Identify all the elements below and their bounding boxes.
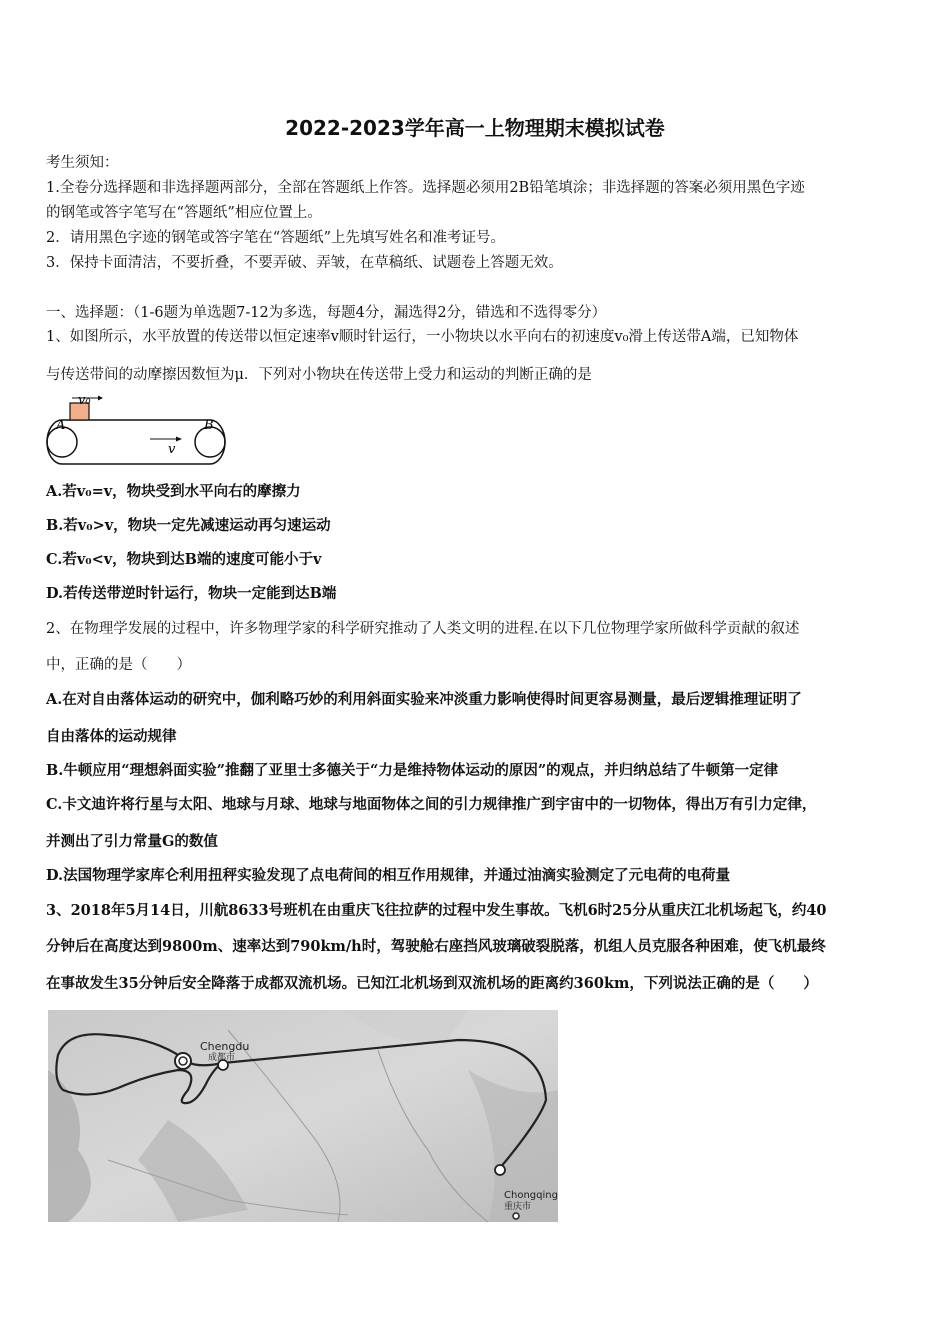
- chongqing-marker: [513, 1213, 519, 1219]
- section-heading: 一、选择题：（1-6题为单选题7-12为多选，每题4分，漏选得2分，错选和不选得零分）: [46, 305, 607, 321]
- label-v0: v₀: [78, 394, 91, 408]
- q2-option-c: C.卡文迪许将行星与太阳、地球与月球、地球与地面物体之间的引力规律推广到宇宙中的一切物体，得出万有引力定律，: [46, 796, 817, 813]
- label-v: v: [168, 442, 176, 457]
- q1-option-b: B.若v₀>v，物块一定先减速运动再匀速运动: [46, 517, 331, 534]
- notice-heading: 考生须知：: [46, 155, 119, 171]
- conveyor-belt-diagram: [44, 394, 230, 470]
- q3-stem: 3、2018年5月14日，川航8633号班机在由重庆飞往拉萨的过程中发生事故。飞机6时25分从重庆江北机场起飞，约40: [46, 902, 827, 919]
- q2-option-a-cont: 自由落体的运动规律: [46, 728, 177, 745]
- notice-item: 1.全卷分选择题和非选择题两部分，全部在答题纸上作答。选择题必须用2B铅笔填涂；非选择题的答案必须用黑色字迹: [46, 180, 805, 196]
- q2-option-d: D.法国物理学家库仑利用扭秤实验发现了点电荷间的相互作用规律，并通过油滴实验测定了元电荷的电荷量: [46, 867, 731, 884]
- shuangliu-airport-marker: [175, 1053, 191, 1069]
- flight-route-map: [48, 1010, 558, 1222]
- q1-option-a: A.若v₀=v，物块受到水平向右的摩擦力: [46, 483, 301, 500]
- q2-stem: 2、在物理学发展的过程中，许多物理学家的科学研究推动了人类文明的进程.在以下几位物理学家所做科学贡献的叙述: [46, 621, 800, 637]
- label-chengdu-cn: 成都市: [208, 1053, 236, 1063]
- q2-option-c-cont: 并测出了引力常量G的数值: [46, 833, 218, 850]
- notice-item: 3．保持卡面清洁，不要折叠，不要弄破、弄皱，在草稿纸、试题卷上答题无效。: [46, 255, 563, 271]
- label-a: A: [56, 418, 66, 433]
- notice-item: 2．请用黑色字迹的钢笔或答字笔在“答题纸”上先填写姓名和准考证号。: [46, 230, 506, 246]
- q3-stem: 在事故发生35分钟后安全降落于成都双流机场。已知江北机场到双流机场的距离约360km，下列说法正确的是（ ）: [46, 975, 818, 992]
- notice-item: 的钢笔或答字笔写在“答题纸”相应位置上。: [46, 205, 322, 221]
- label-chongqing-en: Chongqing: [504, 1190, 558, 1201]
- q3-stem: 分钟后在高度达到9800m、速率达到790km/h时，驾驶舱右座挡风玻璃破裂脱落，机组人员克服各种困难，使飞机最终: [46, 938, 826, 955]
- jiangbei-airport-marker: [495, 1165, 505, 1175]
- label-b: B: [204, 418, 214, 433]
- q1-stem: 1、如图所示，水平放置的传送带以恒定速率v顺时针运行，一小物块以水平向右的初速度v₀滑上传送带A端，已知物体: [46, 329, 799, 345]
- q1-option-c: C.若v₀<v，物块到达B端的速度可能小于v: [46, 551, 322, 568]
- label-chongqing-cn: 重庆市: [504, 1202, 532, 1212]
- q1-option-d: D.若传送带逆时针运行，物块一定能到达B端: [46, 585, 337, 602]
- q2-option-a: A.在对自由落体运动的研究中，伽利略巧妙的利用斜面实验来冲淡重力影响使得时间更容易测量，最后逻辑推理证明了: [46, 691, 802, 708]
- q2-option-b: B.牛顿应用“理想斜面实验”推翻了亚里士多德关于“力是维持物体运动的原因”的观点，并归纳总结了牛顿第一定律: [46, 762, 779, 779]
- label-chengdu-en: Chengdu: [200, 1040, 250, 1053]
- exam-title: 2022-2023学年高一上物理期末模拟试卷: [285, 116, 665, 140]
- q2-stem: 中，正确的是（ ）: [46, 657, 191, 673]
- q1-stem: 与传送带间的动摩擦因数恒为μ．下列对小物块在传送带上受力和运动的判断正确的是: [46, 367, 592, 383]
